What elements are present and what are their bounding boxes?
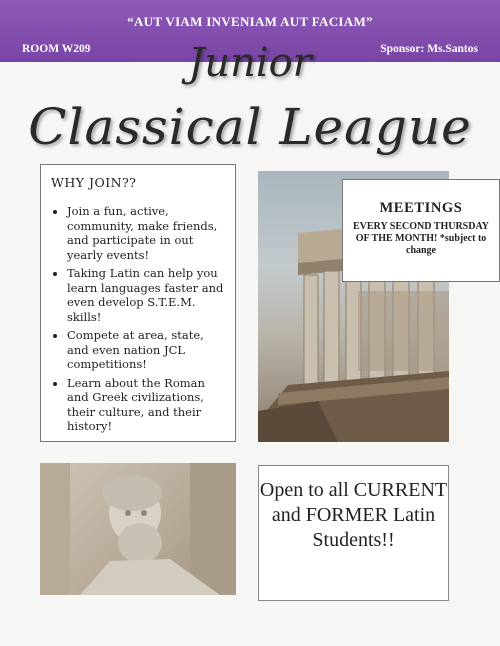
open-to-all-box: Open to all CURRENT and FORMER Latin Students!! (258, 465, 449, 601)
list-item: • Taking Latin can help you learn languages faster and even develop S.T.E.M. skills! (67, 266, 227, 324)
meetings-box (342, 179, 500, 282)
why-join-box (40, 164, 236, 442)
list-item: • Compete at area, state, and even nation JCL competitions! (67, 328, 227, 372)
room-number: ROOM W209 (22, 43, 91, 55)
why-join-heading: WHY JOIN?? (51, 175, 137, 190)
meetings-schedule: EVERY SECOND THURSDAY OF THE MONTH! *subject to change (353, 221, 489, 256)
title-junior: Junior (188, 40, 312, 86)
sponsor: Sponsor: Ms.Santos (380, 43, 478, 55)
title-classical-league: Classical League (28, 98, 472, 156)
list-item: • Join a fun, active, community, make friends, and participate in out yearly events! (67, 204, 227, 262)
list-item: • Learn about the Roman and Greek civilizations, their culture, and their history! (67, 376, 227, 434)
statue-illustration (40, 463, 236, 595)
why-join-list (51, 204, 227, 434)
statue-photo (40, 463, 236, 595)
motto: “AUT VIAM INVENIAM AUT FACIAM” (127, 14, 373, 29)
meetings-heading: MEETINGS (379, 200, 463, 216)
